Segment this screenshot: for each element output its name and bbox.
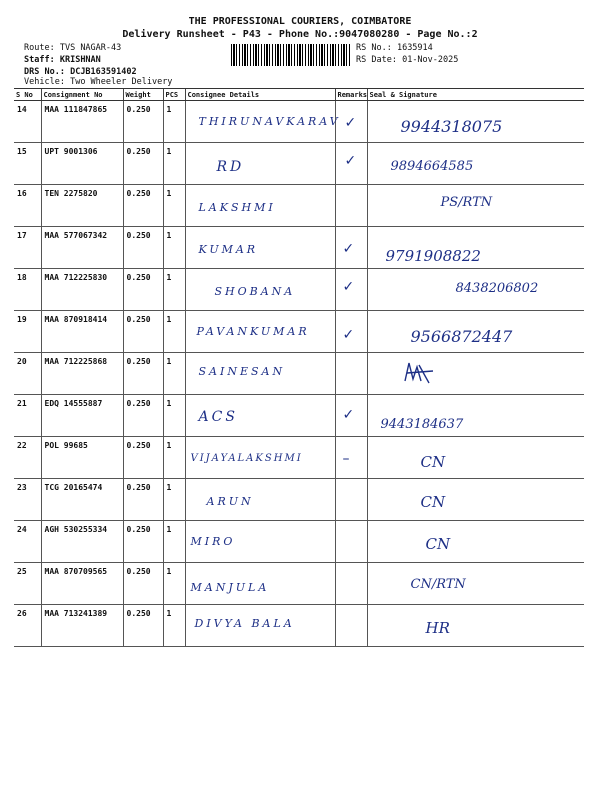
drs-label: DRS No.: bbox=[24, 67, 65, 77]
rs-no-line bbox=[356, 43, 433, 53]
route-line bbox=[24, 43, 121, 53]
consignment-cell: TCG 20165474 bbox=[41, 479, 123, 521]
remarks-cell bbox=[335, 479, 367, 521]
table-row bbox=[14, 185, 584, 227]
consignment-cell: MAA 870709565 bbox=[41, 563, 123, 605]
pcs-cell: 1 bbox=[163, 269, 185, 311]
sno-cell: 19 bbox=[14, 311, 41, 353]
rs-date-value: 01-Nov-2025 bbox=[402, 55, 459, 65]
remarks-cell bbox=[335, 437, 367, 479]
consignee-handwriting: PAVANKUMAR bbox=[196, 325, 310, 338]
consignee-handwriting: ACS bbox=[198, 409, 238, 425]
seal-cell bbox=[367, 269, 584, 311]
col-remarks: Remarks bbox=[335, 89, 367, 101]
pcs-cell: 1 bbox=[163, 101, 185, 143]
consignee-handwriting: KUMAR bbox=[198, 243, 259, 256]
consignment-cell: MAA 111847865 bbox=[41, 101, 123, 143]
sno-cell: 18 bbox=[14, 269, 41, 311]
pcs-cell: 1 bbox=[163, 605, 185, 647]
seal-signature: 9791908822 bbox=[385, 247, 481, 265]
remark-mark: ✓ bbox=[342, 327, 355, 343]
consignment-cell: MAA 577067342 bbox=[41, 227, 123, 269]
sno-cell: 20 bbox=[14, 353, 41, 395]
sno-cell: 21 bbox=[14, 395, 41, 437]
seal-cell bbox=[367, 521, 584, 563]
consignment-cell: UPT 9001306 bbox=[41, 143, 123, 185]
pcs-cell: 1 bbox=[163, 437, 185, 479]
weight-cell: 0.250 bbox=[123, 269, 163, 311]
weight-cell: 0.250 bbox=[123, 479, 163, 521]
consignee-handwriting: DIVYA BALA bbox=[194, 617, 295, 630]
consignee-cell bbox=[185, 353, 335, 395]
signature-scribble bbox=[399, 359, 439, 387]
route-label: Route: bbox=[24, 43, 55, 53]
weight-cell: 0.250 bbox=[123, 185, 163, 227]
consignee-cell bbox=[185, 605, 335, 647]
seal-cell bbox=[367, 143, 584, 185]
staff-label: Staff: bbox=[24, 55, 55, 65]
table-row bbox=[14, 101, 584, 143]
consignee-handwriting: SAINESAN bbox=[198, 365, 286, 378]
consignment-cell: AGH 530255334 bbox=[41, 521, 123, 563]
remarks-cell bbox=[335, 185, 367, 227]
staff-line bbox=[24, 55, 101, 65]
consignee-handwriting: ARUN bbox=[206, 495, 254, 508]
pcs-cell: 1 bbox=[163, 395, 185, 437]
seal-signature: 8438206802 bbox=[455, 281, 539, 296]
table-row bbox=[14, 395, 584, 437]
table-row bbox=[14, 311, 584, 353]
seal-cell bbox=[367, 395, 584, 437]
weight-cell: 0.250 bbox=[123, 521, 163, 563]
consignee-cell bbox=[185, 185, 335, 227]
consignee-cell bbox=[185, 101, 341, 143]
seal-signature: PS/RTN bbox=[440, 195, 493, 210]
seal-signature: CN bbox=[425, 535, 451, 553]
col-weight: Weight bbox=[123, 89, 163, 101]
table-row bbox=[14, 437, 584, 479]
vehicle-label: Vehicle: bbox=[24, 77, 65, 87]
consignment-cell: MAA 713241389 bbox=[41, 605, 123, 647]
seal-signature: 9443184637 bbox=[380, 417, 464, 432]
sno-cell: 22 bbox=[14, 437, 41, 479]
seal-cell bbox=[367, 227, 584, 269]
seal-cell bbox=[367, 185, 584, 227]
col-consignment: Consignment No bbox=[41, 89, 123, 101]
weight-cell: 0.250 bbox=[123, 227, 163, 269]
seal-cell bbox=[367, 605, 584, 647]
sno-cell: 23 bbox=[14, 479, 41, 521]
pcs-cell: 1 bbox=[163, 563, 185, 605]
barcode-image bbox=[231, 44, 351, 66]
company-title: THE PROFESSIONAL COURIERS, COIMBATORE bbox=[188, 16, 412, 27]
consignment-cell: TEN 2275820 bbox=[41, 185, 123, 227]
consignee-cell bbox=[185, 563, 335, 605]
sno-cell: 16 bbox=[14, 185, 41, 227]
seal-cell bbox=[367, 563, 584, 605]
consignee-cell bbox=[185, 311, 335, 353]
sno-cell: 25 bbox=[14, 563, 41, 605]
consignee-cell bbox=[185, 437, 335, 479]
remarks-cell bbox=[335, 521, 367, 563]
seal-signature: 9944318075 bbox=[400, 117, 503, 136]
consignee-cell bbox=[185, 227, 335, 269]
table-row bbox=[14, 227, 584, 269]
col-sno: S No bbox=[14, 89, 41, 101]
table-row bbox=[14, 521, 584, 563]
rs-no-label: RS No.: bbox=[356, 43, 392, 53]
remarks-cell bbox=[335, 143, 367, 185]
weight-cell: 0.250 bbox=[123, 605, 163, 647]
pcs-cell: 1 bbox=[163, 227, 185, 269]
vehicle-value: Two Wheeler Delivery bbox=[70, 77, 173, 87]
seal-signature: 9894664585 bbox=[390, 159, 474, 174]
weight-cell: 0.250 bbox=[123, 311, 163, 353]
consignee-handwriting: SHOBANA bbox=[214, 285, 296, 298]
staff-value: KRISHNAN bbox=[59, 55, 101, 65]
remark-mark: ✓ bbox=[344, 115, 357, 131]
remarks-cell bbox=[335, 227, 367, 269]
table-row bbox=[14, 353, 584, 395]
sno-cell: 17 bbox=[14, 227, 41, 269]
consignee-handwriting: RD bbox=[216, 159, 245, 175]
remarks-cell bbox=[335, 311, 367, 353]
table-row bbox=[14, 143, 584, 185]
weight-cell: 0.250 bbox=[123, 101, 163, 143]
consignment-cell: MAA 870918414 bbox=[41, 311, 123, 353]
weight-cell: 0.250 bbox=[123, 395, 163, 437]
consignee-cell bbox=[185, 269, 335, 311]
consignment-cell: EDQ 14555887 bbox=[41, 395, 123, 437]
table-row bbox=[14, 269, 584, 311]
sno-cell: 14 bbox=[14, 101, 41, 143]
remark-mark: – bbox=[342, 451, 350, 467]
table-row bbox=[14, 479, 584, 521]
remark-mark: ✓ bbox=[344, 153, 357, 169]
remark-mark: ✓ bbox=[342, 279, 355, 295]
pcs-cell: 1 bbox=[163, 185, 185, 227]
col-seal: Seal & Signature bbox=[367, 89, 584, 101]
seal-cell bbox=[367, 437, 584, 479]
table-header-row bbox=[14, 89, 584, 101]
seal-cell bbox=[367, 101, 584, 143]
rs-date-line bbox=[356, 55, 458, 65]
pcs-cell: 1 bbox=[163, 521, 185, 563]
rs-no-value: 1635914 bbox=[396, 43, 433, 53]
consignment-cell: MAA 712225868 bbox=[41, 353, 123, 395]
seal-signature: CN bbox=[420, 453, 446, 471]
table-row bbox=[14, 605, 584, 647]
weight-cell: 0.250 bbox=[123, 437, 163, 479]
sno-cell: 24 bbox=[14, 521, 41, 563]
weight-cell: 0.250 bbox=[123, 563, 163, 605]
remarks-cell bbox=[335, 353, 367, 395]
vehicle-line bbox=[24, 77, 172, 87]
drs-line bbox=[24, 67, 137, 77]
remarks-cell bbox=[335, 605, 367, 647]
remarks-cell bbox=[335, 563, 367, 605]
remark-mark: ✓ bbox=[342, 407, 355, 423]
seal-cell bbox=[367, 479, 584, 521]
consignee-handwriting: MANJULA bbox=[190, 581, 270, 594]
rs-date-label: RS Date: bbox=[356, 55, 397, 65]
pcs-cell: 1 bbox=[163, 479, 185, 521]
consignee-cell bbox=[185, 395, 335, 437]
runsheet-subtitle: Delivery Runsheet - P43 - Phone No.:9047080280 - Page No.:2 bbox=[122, 29, 478, 40]
sno-cell: 26 bbox=[14, 605, 41, 647]
runsheet-table bbox=[14, 88, 584, 647]
seal-cell bbox=[367, 353, 584, 395]
drs-value: DCJB163591402 bbox=[70, 67, 137, 77]
route-value: TVS NAGAR-43 bbox=[59, 43, 122, 53]
consignee-handwriting: MIRO bbox=[190, 535, 236, 548]
consignee-cell bbox=[185, 143, 335, 185]
consignee-cell bbox=[185, 521, 335, 563]
pcs-cell: 1 bbox=[163, 353, 185, 395]
consignment-cell: POL 99685 bbox=[41, 437, 123, 479]
consignment-cell: MAA 712225830 bbox=[41, 269, 123, 311]
weight-cell: 0.250 bbox=[123, 143, 163, 185]
seal-signature: 9566872447 bbox=[410, 327, 513, 346]
seal-signature: HR bbox=[425, 619, 450, 637]
seal-signature: CN bbox=[420, 493, 446, 511]
remark-mark: ✓ bbox=[342, 241, 355, 257]
pcs-cell: 1 bbox=[163, 311, 185, 353]
weight-cell: 0.250 bbox=[123, 353, 163, 395]
col-consignee: Consignee Details bbox=[185, 89, 335, 101]
seal-cell bbox=[367, 311, 584, 353]
consignee-handwriting: VIJAYALAKSHMI bbox=[190, 453, 303, 464]
consignee-handwriting: LAKSHMI bbox=[198, 201, 276, 214]
sno-cell: 15 bbox=[14, 143, 41, 185]
seal-signature: CN/RTN bbox=[410, 577, 466, 592]
consignee-handwriting: THIRUNAVKARAV bbox=[198, 115, 341, 128]
col-pcs: PCS bbox=[163, 89, 185, 101]
table-row bbox=[14, 563, 584, 605]
pcs-cell: 1 bbox=[163, 143, 185, 185]
consignee-cell bbox=[185, 479, 335, 521]
remarks-cell bbox=[335, 395, 367, 437]
remarks-cell bbox=[335, 269, 367, 311]
